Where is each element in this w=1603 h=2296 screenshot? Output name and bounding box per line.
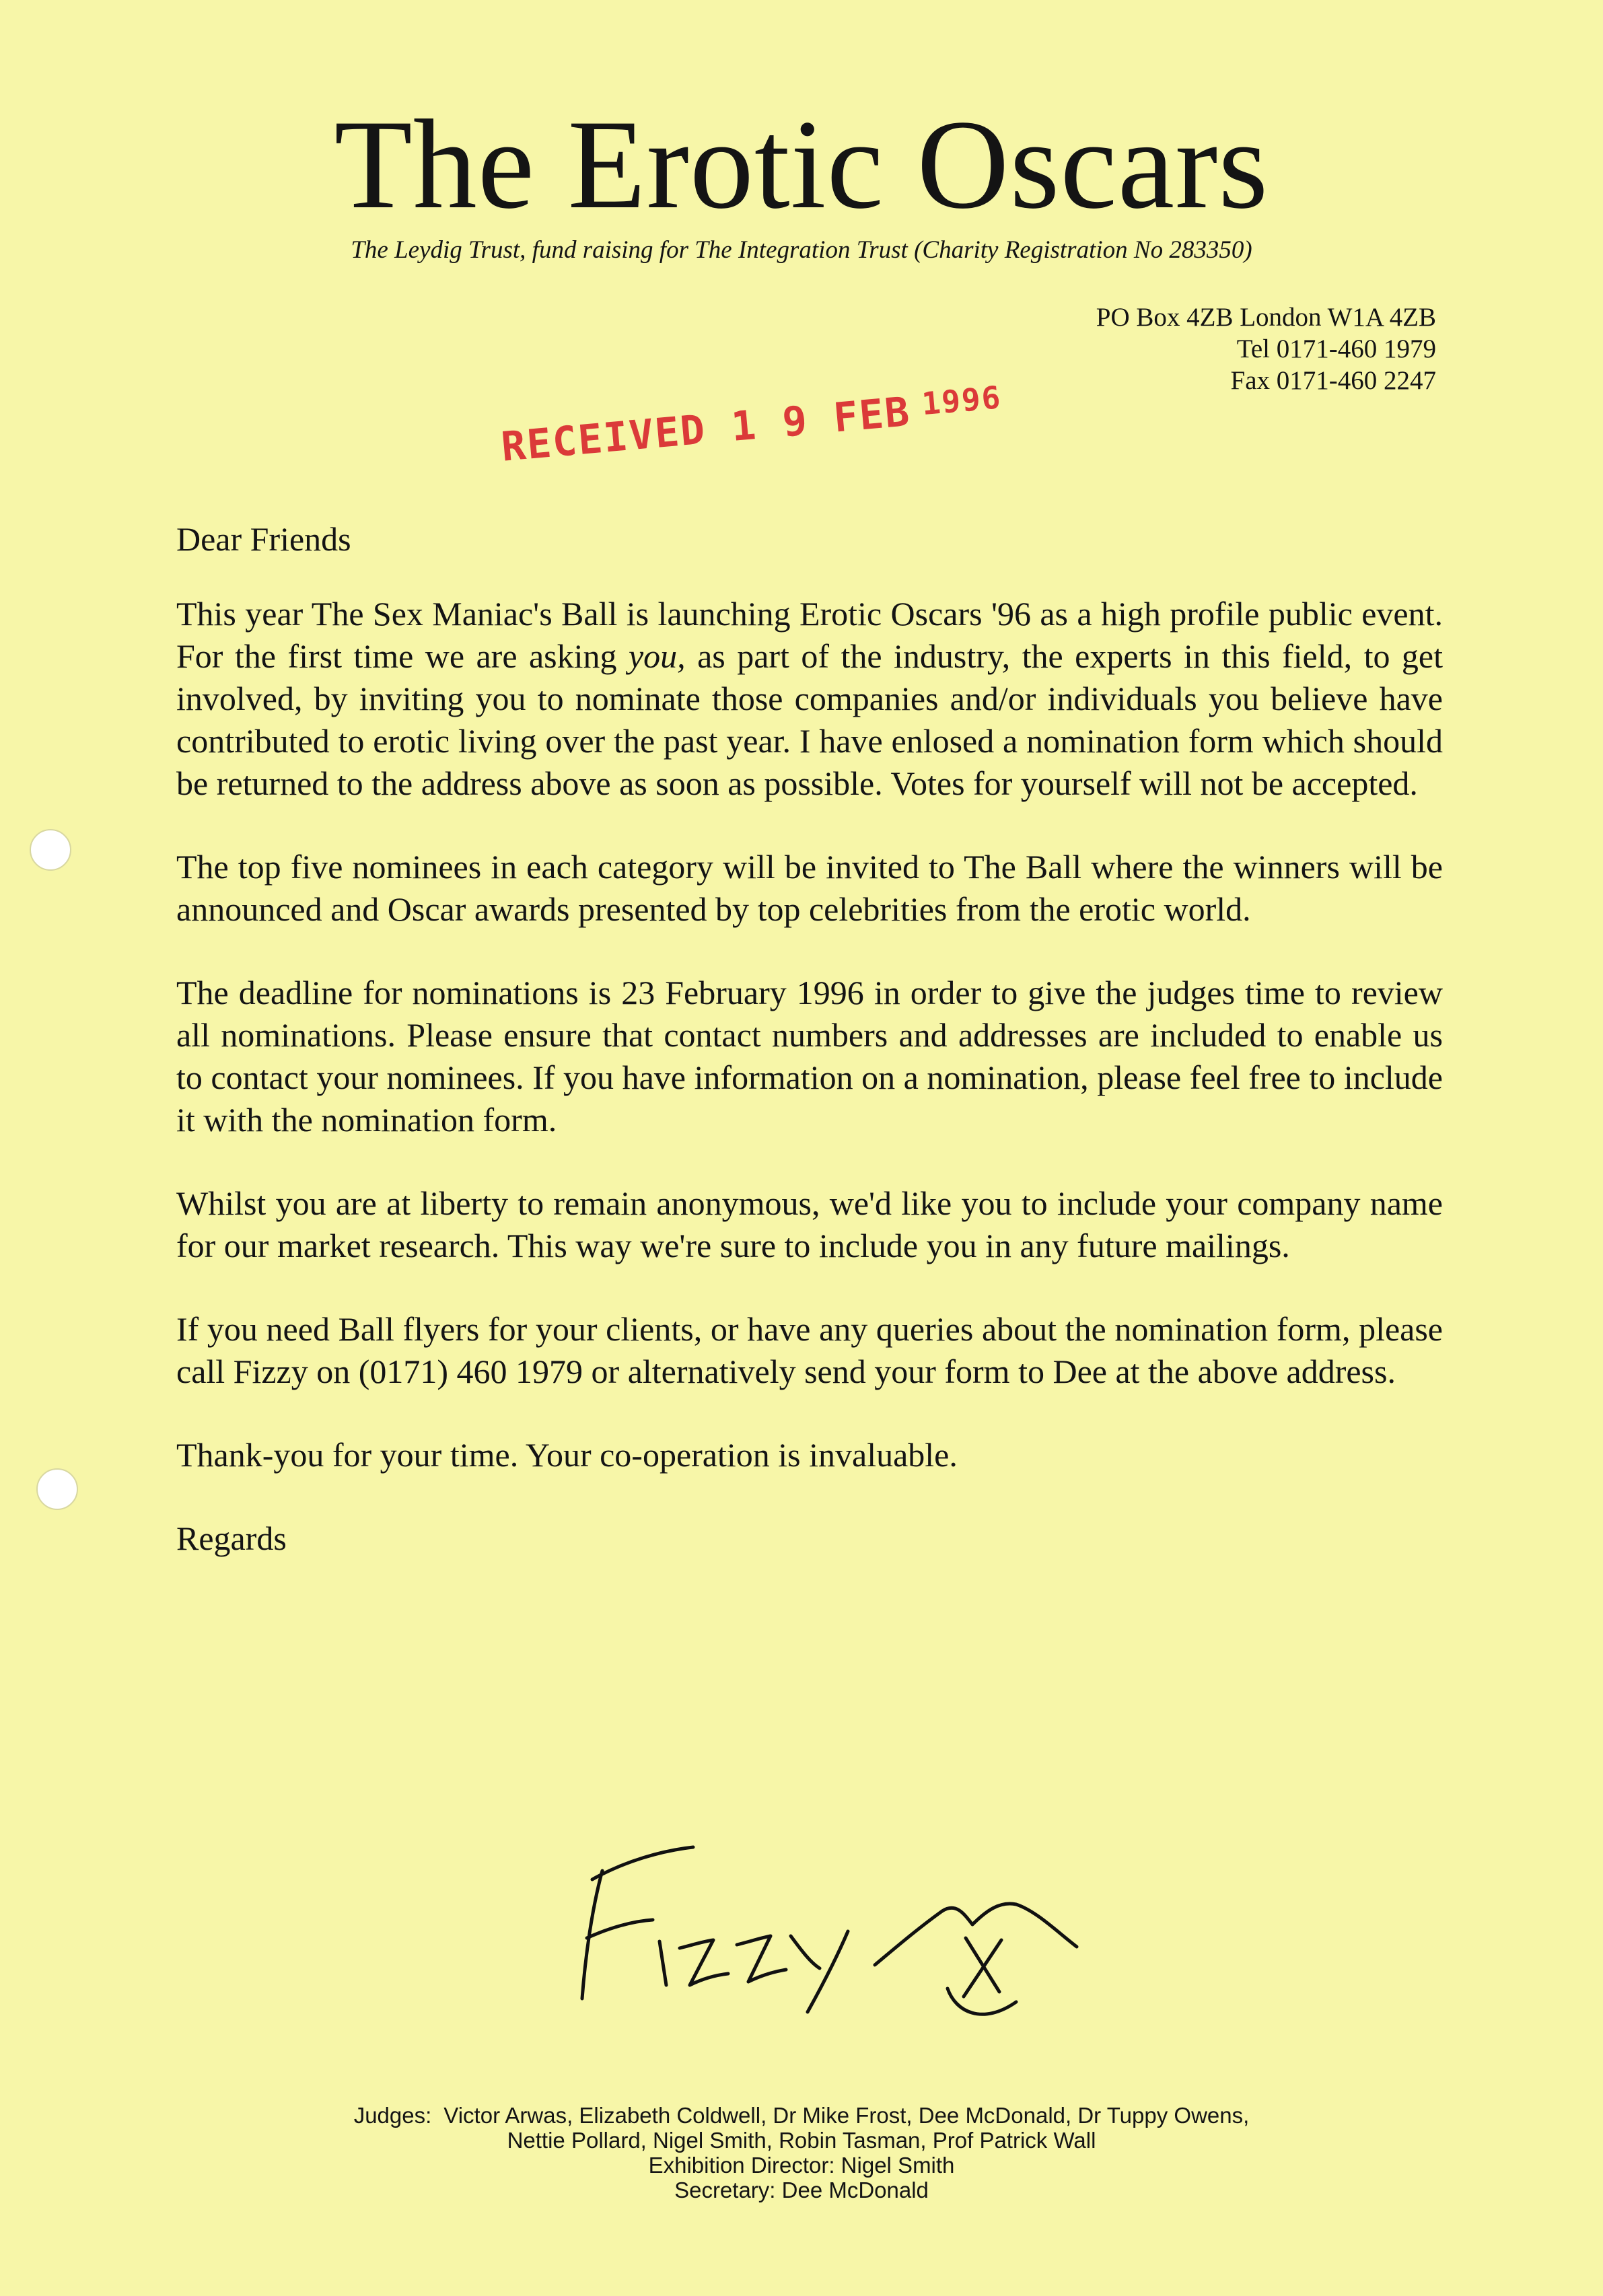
paragraph-1-end: as part of the industry, the experts in this field, to get involved, by inviting you to nominate those companies and/or individuals you believe have contributed to erotic living over the past year. I have enlosed a nomination form which should be returned to the address above as soon as possible. Votes for yourself will not be accepted. [176, 637, 1443, 802]
paragraph-3: The deadline for nominations is 23 February 1996 in order to give the judges time to review all nominations. Please ensure that contact numbers and addresses are included to enable us to contact your nominees. If you have information on a nomination, please feel free to include it with the nomination form. [176, 974, 1443, 1139]
sender-address [965, 301, 1436, 396]
address-line: PO Box 4ZB London W1A 4ZB [1096, 303, 1436, 332]
secretary: Secretary: Dee McDonald [674, 2178, 929, 2202]
judges-label: Judges: [353, 2103, 432, 2128]
paragraph-6: Thank-you for your time. Your co-operation is invaluable. [176, 1436, 958, 1474]
letter-body [176, 518, 1443, 1560]
paragraph-1-emphasis: you, [628, 637, 686, 675]
paragraph-4: Whilst you are at liberty to remain anonymous, we'd like you to include your company name for our market research. This way we're sure to include you in any future mailings. [176, 1184, 1443, 1264]
paragraph-2: The top five nominees in each category will be invited to The Ball where the winners will be announced and Oscar awards presented by top celebrities from the erotic world. [176, 848, 1443, 928]
judges-names-1: Victor Arwas, Elizabeth Coldwell, Dr Mike Frost, Dee McDonald, Dr Tuppy Owens, [443, 2103, 1250, 2128]
salutation: Dear Friends [176, 520, 351, 558]
fax-line: Fax 0171-460 2247 [1230, 366, 1436, 395]
letterhead-title: The Erotic Oscars [334, 94, 1269, 236]
received-stamp [499, 379, 1004, 471]
exhibition-director: Exhibition Director: Nigel Smith [648, 2153, 955, 2178]
punch-hole-top [30, 829, 71, 871]
telephone-line: Tel 0171-460 1979 [1236, 334, 1436, 363]
letterhead-subtitle: The Leydig Trust, fund raising for The Integration Trust (Charity Registration No 283350) [351, 236, 1252, 264]
judges-line-1 [0, 2103, 1603, 2128]
paragraph-5: If you need Ball flyers for your clients, or have any queries about the nomination form, please call Fizzy on (0171) 460 1979 or alternatively send your form to Dee at the above address. [176, 1310, 1443, 1390]
judges-line-2: Nettie Pollard, Nigel Smith, Robin Tasman, Prof Patrick Wall [507, 2128, 1096, 2153]
received-stamp-text: RECEIVED 1 9 FEB [499, 388, 913, 471]
paragraph-1 [176, 593, 1443, 805]
punch-hole-bottom [36, 1468, 78, 1510]
footer-credits [0, 2103, 1603, 2202]
handwritten-signature [552, 1820, 1157, 2022]
received-stamp-year: 1996 [920, 379, 1003, 423]
closing: Regards [176, 1519, 287, 1557]
paragraph-1-start: This year The Sex Maniac's Ball is launching Erotic Oscars '96 as a high profile public event. For the first time we are asking [176, 595, 1443, 675]
